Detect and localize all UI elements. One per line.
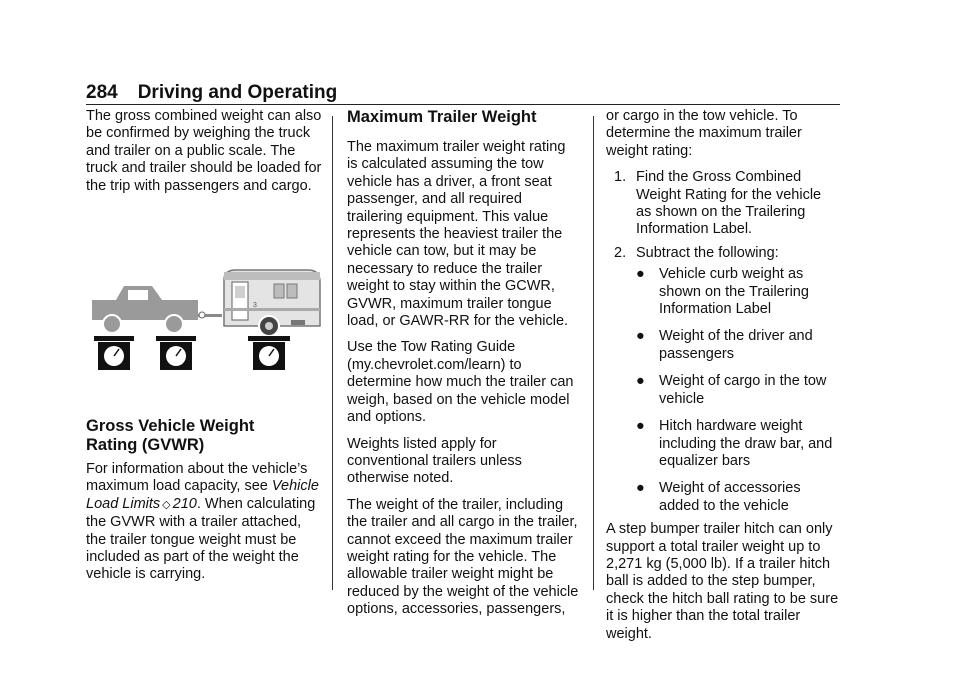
header-rule [86, 104, 840, 105]
max-trailer-paragraph-4: The weight of the trailer, including the trailer and all cargo in the trailer, cannot exceed the maximum trailer weight rating for the vehicle. The allowable trailer weight might be reduced by the weight of the vehicle options, accessories, passengers, [347, 496, 579, 618]
bullet-icon: ● [636, 480, 645, 497]
truck-trailer-scale-illustration [86, 262, 326, 374]
column-1 [86, 108, 322, 204]
page-number: 284 [86, 82, 118, 103]
gvwr-heading: Gross Vehicle Weight Rating (GVWR) [86, 417, 255, 454]
trailer-icon [224, 270, 320, 336]
list-item: ● Weight of cargo in the tow vehicle [636, 373, 827, 407]
vehicle-load-limits-link[interactable]: Vehicle Load Limits [86, 478, 319, 512]
scale-icon [156, 336, 196, 370]
steps-list [606, 169, 840, 515]
scale-icon [248, 336, 290, 370]
truck-icon [92, 286, 198, 333]
gvwr-paragraph: For information about the vehicle’s maximum load capacity, see Vehicle Load Limits ◇ 210. When calculating the GVWR with a trailer attached, the trailer tongue weight must be included as part of the weight the vehicle is carrying. [86, 461, 319, 583]
max-trailer-paragraph-2: Use the Tow Rating Guide (my.chevrolet.com/learn) to determine how much the trailer can weigh, based on the vehicle model and options. [347, 339, 574, 426]
max-trailer-paragraph-1: The maximum trailer weight rating is calculated assuming the tow vehicle has a driver, a front seat passenger, and all required trailering equipment. This value represents the heaviest trailer the vehicle can tow, but it may be necessary to reduce the trailer weight to stay within the GCWR, GVWR, maximum trailer tongue load, or GAWR-RR for the vehicle. [347, 139, 569, 330]
list-item: ● Weight of accessories added to the vehicle [636, 480, 801, 514]
list-item: ● Hitch hardware weight including the draw bar, and equalizer bars [636, 418, 833, 469]
list-item: ● Vehicle curb weight as shown on the Trailering Information Label [636, 266, 809, 318]
step-bumper-paragraph: A step bumper trailer hitch can only support a total trailer weight up to 2,271 kg (5,000 lb). If a trailer hitch ball is added to the step bumper, check the hitch ball rating to be sure it is higher than the total trailer weight. [606, 521, 839, 642]
list-item: ● Weight of the driver and passengers [636, 328, 813, 362]
vehicle-load-limits-page[interactable]: 210 [172, 495, 197, 512]
trailer-badge: 3 [253, 302, 257, 309]
page-reference-icon: ◇ [162, 498, 171, 511]
subtract-bullets [636, 266, 840, 515]
list-item: 2. Subtract the following: ● Vehicle curb weight as shown on the Trailering Information Label ● Weight of the driver and passengers ● Weight of cargo in the tow vehicle ● Hitch hardware weight including the draw bar, and equalizer bars ● Weight of accessories added to the vehicle [606, 245, 840, 515]
bullet-icon: ● [636, 266, 645, 283]
bullet-icon: ● [636, 328, 645, 345]
rating-intro-paragraph: or cargo in the tow vehicle. To determine the maximum trailer weight rating: [606, 108, 802, 159]
bullet-icon: ● [636, 418, 645, 435]
scale-icon [94, 336, 134, 370]
gcw-intro-paragraph: The gross combined weight can also be confirmed by weighing the truck and trailer on a public scale. The truck and trailer should be loaded for the trip with passengers and cargo. [86, 108, 322, 194]
max-trailer-weight-heading: Maximum Trailer Weight [347, 108, 537, 126]
bullet-icon: ● [636, 373, 645, 390]
column-divider-1 [332, 116, 333, 590]
page-header [86, 82, 337, 104]
max-trailer-paragraph-3: Weights listed apply for conventional trailers unless otherwise noted. [347, 435, 522, 487]
column-divider-2 [593, 116, 594, 590]
list-item: 1. Find the Gross Combined Weight Rating for the vehicle as shown on the Trailering Information Label. [614, 169, 822, 238]
column-3 [606, 108, 840, 652]
section-title: Driving and Operating [137, 82, 338, 103]
column-2 [347, 108, 579, 628]
hitch-icon [198, 312, 222, 318]
